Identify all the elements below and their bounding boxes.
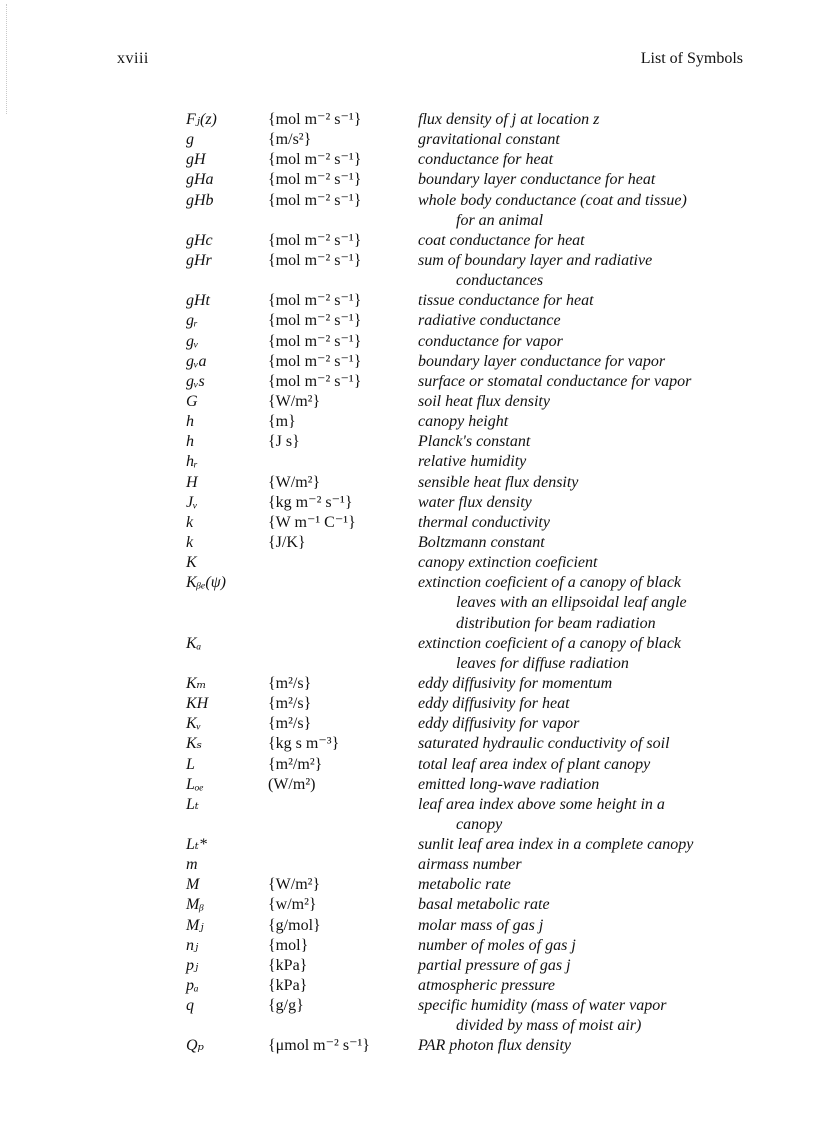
symbol-row (0, 674, 816, 694)
symbol: pⱼ (186, 956, 199, 974)
description: Planck's constant (418, 433, 531, 451)
page-number: xviii (117, 50, 149, 67)
unit: {W/m²} (268, 876, 321, 894)
section-title: List of Symbols (640, 50, 743, 67)
unit: {J/K} (268, 533, 306, 551)
unit: {g/g} (268, 997, 304, 1015)
symbol: G (186, 392, 198, 410)
description: eddy diffusivity for momentum (418, 674, 613, 692)
symbol: Jᵥ (186, 493, 198, 511)
unit: {kg s m⁻³} (268, 735, 340, 753)
description: extinction coeficient of a canopy of black (418, 634, 682, 652)
unit: {mol m⁻² s⁻¹} (268, 111, 362, 128)
symbol: Mᵦ (186, 896, 204, 914)
symbol-row (0, 614, 816, 634)
symbol-row (0, 835, 816, 855)
description: eddy diffusivity for heat (418, 695, 570, 713)
symbol: K (186, 554, 197, 572)
symbol-row (0, 251, 816, 271)
symbol: m (186, 856, 198, 874)
description: number of moles of gas j (418, 936, 576, 954)
symbol: hᵣ (186, 453, 198, 471)
description: total leaf area index of plant canopy (418, 755, 651, 773)
description: sum of boundary layer and radiative (418, 251, 653, 269)
symbol-row (0, 956, 816, 976)
symbol-row (0, 473, 816, 493)
symbol-row (0, 311, 816, 331)
symbol: Kₐ (186, 634, 202, 652)
symbol: gΗt (186, 292, 210, 310)
symbol-row (0, 493, 816, 513)
symbol-row (0, 916, 816, 936)
symbol: Kᵥ (186, 715, 202, 733)
symbol-list (0, 110, 816, 1057)
description: specific humidity (mass of water vapor (418, 997, 667, 1015)
symbol-row (0, 1016, 816, 1036)
description: airmass number (418, 856, 522, 874)
unit: {mol m⁻² s⁻¹} (268, 372, 362, 390)
symbol: Kₘ (186, 674, 207, 692)
symbol-row (0, 130, 816, 150)
symbol-row (0, 271, 816, 291)
description: metabolic rate (418, 876, 511, 894)
symbol-row (0, 795, 816, 815)
symbol: Lₒₑ (186, 775, 204, 793)
unit: {g/mol} (268, 916, 321, 934)
symbol-row (0, 634, 816, 654)
symbol-row (0, 291, 816, 311)
unit: {m²/s} (268, 695, 312, 713)
unit: {mol m⁻² s⁻¹} (268, 352, 362, 370)
symbol: k (186, 533, 194, 551)
symbol-row (0, 452, 816, 472)
symbol: Kᵦₑ(ψ) (186, 574, 227, 592)
description: conductance for heat (418, 151, 554, 169)
unit: (W/m²) (268, 775, 316, 793)
symbol-row (0, 513, 816, 533)
symbol: gΗr (186, 251, 212, 269)
symbol-row (0, 714, 816, 734)
symbol: Lₜ (186, 795, 199, 813)
description: partial pressure of gas j (418, 956, 571, 974)
description: coat conductance for heat (418, 231, 585, 249)
unit: {m/s²} (268, 131, 312, 149)
description: relative humidity (418, 453, 527, 471)
description: canopy extinction coeficient (418, 554, 598, 572)
description: radiative conductance (418, 312, 561, 330)
symbol: Fⱼ(z) (186, 111, 217, 128)
symbol: gᵥa (186, 352, 207, 370)
unit: {mol m⁻² s⁻¹} (268, 251, 362, 269)
description: gravitational constant (418, 131, 560, 149)
symbol: H (186, 473, 198, 491)
unit: {mol} (268, 936, 309, 954)
unit: {kPa} (268, 977, 308, 995)
description: basal metabolic rate (418, 896, 550, 914)
description: emitted long-wave radiation (418, 775, 600, 793)
description: conductance for vapor (418, 332, 563, 350)
symbol: Qₚ (186, 1037, 204, 1055)
symbol: pₐ (186, 977, 199, 995)
description: Boltzmann constant (418, 533, 545, 551)
description: atmospheric pressure (418, 977, 556, 995)
symbol: h (186, 433, 194, 451)
symbol-row (0, 533, 816, 553)
symbol-row (0, 734, 816, 754)
description: whole body conductance (coat and tissue) (418, 191, 687, 209)
symbol-row (0, 110, 816, 130)
description: thermal conductivity (418, 513, 550, 531)
unit: {mol m⁻² s⁻¹} (268, 191, 362, 209)
description: eddy diffusivity for vapor (418, 715, 580, 733)
unit: {W/m²} (268, 473, 321, 491)
unit: {W/m²} (268, 392, 321, 410)
symbol-row (0, 432, 816, 452)
symbol: gΗb (186, 191, 214, 209)
description: sensible heat flux density (418, 473, 579, 491)
symbol: gᵣ (186, 312, 198, 330)
symbol-row (0, 553, 816, 573)
description: boundary layer conductance for vapor (418, 352, 666, 370)
symbol-row (0, 875, 816, 895)
description: tissue conductance for heat (418, 292, 594, 310)
description: leaf area index above some height in a (418, 795, 665, 813)
symbol: nⱼ (186, 936, 199, 954)
symbol: L (186, 755, 195, 773)
description: leaves with an ellipsoidal leaf angle (456, 594, 687, 612)
description: for an animal (456, 211, 544, 229)
unit: {m²/s} (268, 715, 312, 733)
description: canopy height (418, 413, 509, 431)
symbol-row (0, 412, 816, 432)
unit: {mol m⁻² s⁻¹} (268, 171, 362, 189)
unit: {mol m⁻² s⁻¹} (268, 151, 362, 169)
description: saturated hydraulic conductivity of soil (418, 735, 670, 753)
unit: {mol m⁻² s⁻¹} (268, 231, 362, 249)
unit: {kg m⁻² s⁻¹} (268, 493, 353, 511)
unit: {mol m⁻² s⁻¹} (268, 332, 362, 350)
symbol: gΗa (186, 171, 214, 189)
description: surface or stomatal conductance for vapor (418, 372, 692, 390)
symbol: gΗc (186, 231, 213, 249)
symbol-row (0, 170, 816, 190)
unit: {mol m⁻² s⁻¹} (268, 312, 362, 330)
unit: {m²/m²} (268, 755, 323, 773)
unit: {w/m²} (268, 896, 317, 914)
symbol-row (0, 191, 816, 211)
symbol-row (0, 694, 816, 714)
symbol: M (186, 876, 200, 894)
description: sunlit leaf area index in a complete canopy (418, 836, 694, 854)
description: PAR photon flux density (418, 1037, 572, 1055)
symbol-row (0, 1036, 816, 1056)
symbol-row (0, 895, 816, 915)
symbol-row (0, 231, 816, 251)
symbol: Mⱼ (186, 916, 204, 934)
unit: {kPa} (268, 956, 308, 974)
description: boundary layer conductance for heat (418, 171, 656, 189)
symbol-row (0, 976, 816, 996)
description: divided by mass of moist air) (456, 1017, 642, 1035)
symbol-row (0, 573, 816, 593)
symbol: g (186, 131, 194, 149)
symbol-row (0, 654, 816, 674)
symbol-row (0, 855, 816, 875)
description: flux density of j at location z (418, 111, 600, 128)
description: water flux density (418, 493, 532, 511)
symbol-row (0, 211, 816, 231)
symbol: gᵥs (186, 372, 205, 390)
description: conductances (456, 272, 544, 290)
unit: {m²/s} (268, 674, 312, 692)
symbol-row (0, 150, 816, 170)
unit: {W m⁻¹ C⁻¹} (268, 513, 356, 531)
symbol-row (0, 936, 816, 956)
symbol: Kₛ (186, 735, 203, 753)
symbol: k (186, 513, 194, 531)
symbol-row (0, 352, 816, 372)
symbol: KΗ (186, 695, 209, 713)
symbol-row (0, 755, 816, 775)
symbol-row (0, 996, 816, 1016)
symbol-row (0, 815, 816, 835)
symbol: Lₜ* (186, 836, 207, 854)
margin-pencil-mark (6, 4, 19, 114)
description: leaves for diffuse radiation (456, 654, 629, 672)
symbol: h (186, 413, 194, 431)
symbol-row (0, 372, 816, 392)
symbol: q (186, 997, 194, 1015)
unit: {m} (268, 413, 296, 431)
symbol-row (0, 392, 816, 412)
description: molar mass of gas j (418, 916, 544, 934)
symbol-row (0, 775, 816, 795)
description: canopy (456, 815, 503, 833)
unit: {μmol m⁻² s⁻¹} (268, 1037, 370, 1055)
description: distribution for beam radiation (456, 614, 656, 632)
unit: {J s} (268, 433, 300, 451)
description: soil heat flux density (418, 392, 550, 410)
symbol-row (0, 593, 816, 613)
description: extinction coeficient of a canopy of black (418, 574, 682, 592)
symbol-row (0, 332, 816, 352)
unit: {mol m⁻² s⁻¹} (268, 292, 362, 310)
symbol: gᵥ (186, 332, 199, 350)
symbol: gΗ (186, 151, 206, 169)
